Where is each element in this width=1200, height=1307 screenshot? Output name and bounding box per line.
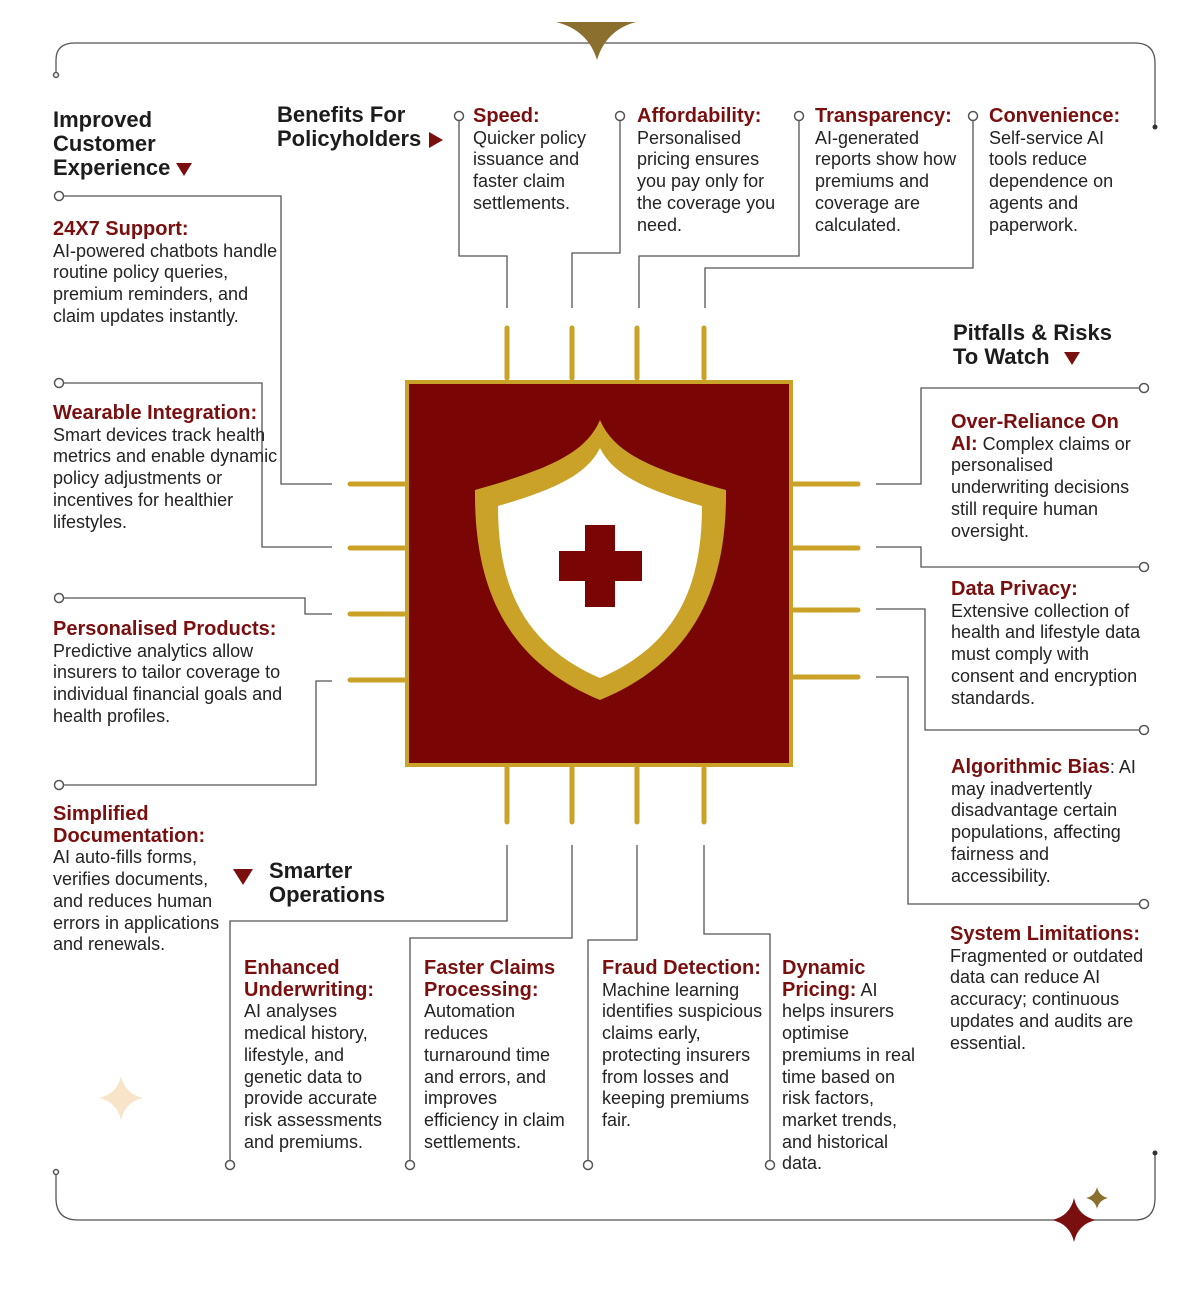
data-privacy-text: Extensive collection of health and lifestyle data must comply with consent and encryption standards.: [951, 600, 1141, 708]
fraud-block: [602, 958, 772, 1132]
fraud-text: Machine learning identifies suspicious claims early, protecting insurers from losses and keeping premiums fair.: [602, 979, 763, 1130]
triangle-down-icon: [233, 869, 253, 885]
speed-title: Speed:: [473, 105, 540, 127]
data-privacy-block: [951, 579, 1151, 709]
transparency-title: Transparency:: [815, 105, 952, 127]
triangle-down-icon: [176, 163, 192, 176]
convenience-title: Convenience:: [989, 105, 1121, 127]
triangle-down-icon: [1064, 352, 1080, 365]
section-customer-experience: [53, 108, 233, 180]
claims-block: [424, 958, 574, 1153]
wearable-title: Wearable Integration:: [53, 402, 258, 424]
personalised-block: [53, 619, 293, 728]
section-operations: [233, 859, 423, 907]
underwriting-title: Enhanced Underwriting:: [244, 957, 374, 1001]
section-policyholder-benefits-label: Benefits For Policyholders: [277, 102, 422, 151]
convenience-text: Self-service AI tools reduce dependence on agents and paperwork.: [989, 127, 1114, 235]
wearable-text: Smart devices track health metrics and enable dynamic policy adjustments or incentives for healthier lifestyles.: [53, 424, 278, 532]
data-privacy-title: Data Privacy:: [951, 578, 1078, 600]
affordability-text: Personalised pricing ensures you pay only for the coverage you need.: [637, 127, 776, 235]
bias-block: [951, 757, 1151, 887]
over-reliance-text: Complex claims or personalised underwriting decisions still require human oversight.: [951, 433, 1131, 541]
pricing-text: AI helps insurers optimise premiums in real time based on risk factors, market trends, and historical data.: [782, 979, 916, 1174]
convenience-block: [989, 106, 1139, 236]
limitations-title: System Limitations:: [950, 923, 1141, 945]
bias-text: : AI may inadvertently disadvantage certain populations, affecting fairness and accessibility.: [951, 757, 1136, 886]
wearable-block: [53, 403, 293, 533]
personalised-title: Personalised Products:: [53, 618, 277, 640]
support-block: [53, 219, 293, 328]
documentation-text: AI auto-fills forms, verifies documents, and reduces human errors in applications and renewals.: [53, 847, 220, 955]
affordability-block: [637, 106, 785, 236]
over-reliance-title: Over-Reliance On AI:: [951, 411, 1119, 455]
documentation-title: Simplified Documentation:: [53, 803, 206, 847]
fraud-title: Fraud Detection:: [602, 957, 761, 979]
affordability-title: Affordability:: [637, 105, 762, 127]
speed-block: [473, 106, 608, 215]
underwriting-block: [244, 958, 394, 1153]
section-pitfalls: [953, 321, 1133, 369]
bias-title: Algorithmic Bias: [951, 756, 1110, 778]
support-title: 24X7 Support:: [53, 218, 189, 240]
section-operations-label: Smarter Operations: [269, 858, 386, 907]
section-customer-experience-label: Improved Customer Experience: [53, 107, 171, 180]
transparency-text: AI-generated reports show how premiums and coverage are calculated.: [815, 127, 957, 235]
pricing-title: Dynamic Pricing:: [782, 957, 866, 1001]
transparency-block: [815, 106, 965, 236]
support-text: AI-powered chatbots handle routine policy queries, premium reminders, and claim updates instantly.: [53, 240, 278, 326]
documentation-block: [53, 804, 225, 956]
section-policyholder-benefits: [277, 103, 457, 151]
over-reliance-block: [951, 412, 1146, 542]
speed-text: Quicker policy issuance and faster claim settlements.: [473, 127, 587, 213]
claims-text: Automation reduces turnaround time and errors, and improves efficiency in claim settlements.: [424, 1001, 565, 1152]
claims-title: Faster Claims Processing:: [424, 957, 556, 1001]
section-pitfalls-label: Pitfalls & Risks To Watch: [953, 320, 1112, 369]
triangle-right-icon: [429, 132, 443, 148]
limitations-text: Fragmented or outdated data can reduce AI accuracy; continuous updates and audits are essential.: [950, 945, 1144, 1053]
underwriting-text: AI analyses medical history, lifestyle, and genetic data to provide accurate risk assessments and premiums.: [244, 1001, 383, 1152]
personalised-text: Predictive analytics allow insurers to tailor coverage to individual financial goals and health profiles.: [53, 640, 283, 726]
pricing-block: [782, 958, 922, 1175]
limitations-block: [950, 924, 1150, 1054]
